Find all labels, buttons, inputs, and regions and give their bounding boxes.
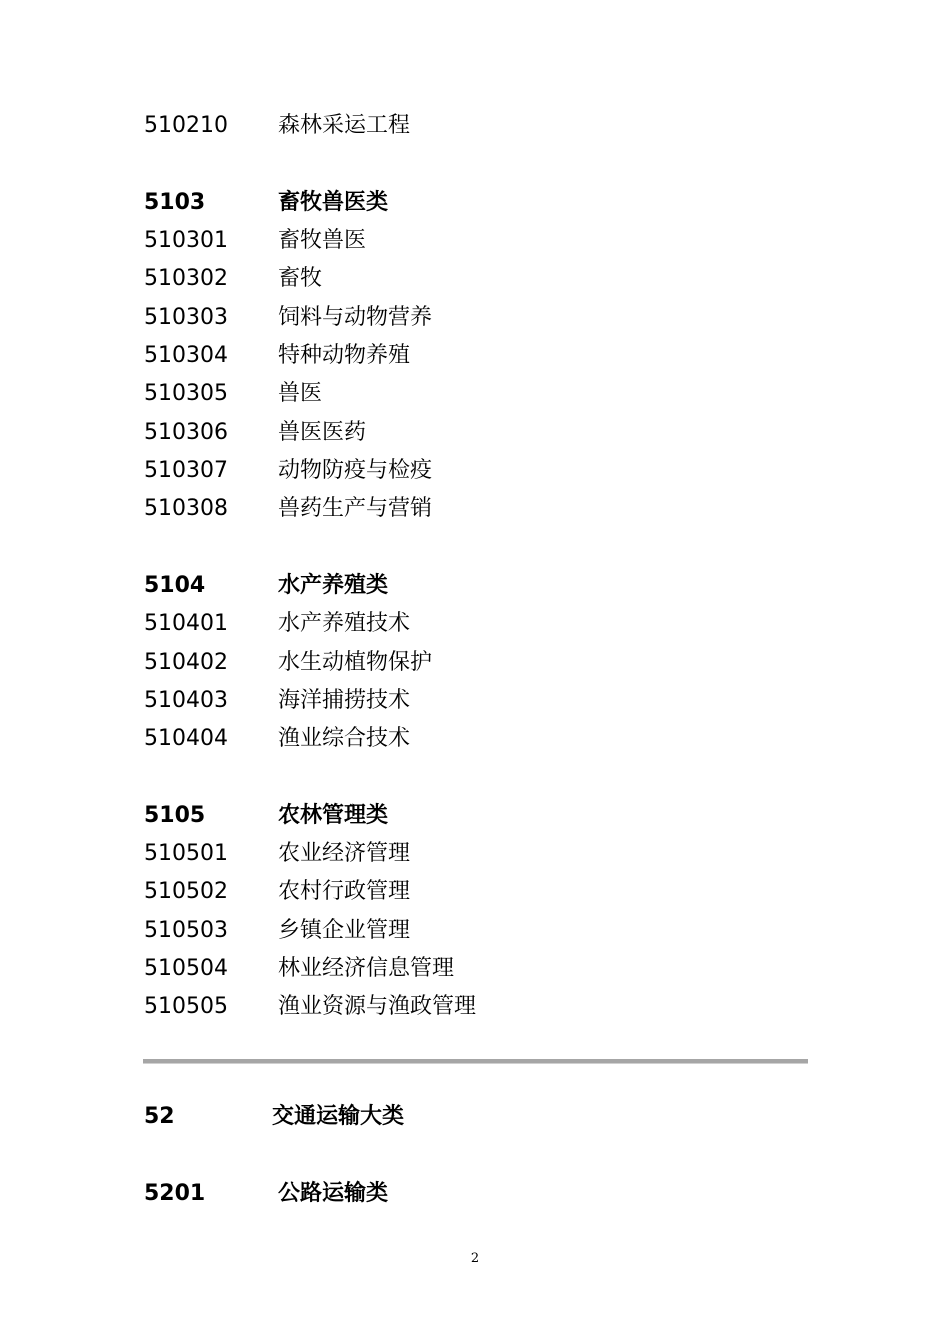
entry-name: 水产养殖技术 — [278, 611, 411, 636]
entry-name: 兽医医药 — [278, 420, 367, 445]
entry-code: 510404 — [144, 726, 228, 751]
category-name: 畜牧兽医类 — [278, 190, 389, 215]
category-code: 5105 — [144, 803, 206, 828]
entry-code: 510504 — [144, 956, 228, 981]
entry-name: 兽医 — [278, 381, 323, 406]
entry-code: 510302 — [144, 266, 228, 291]
entry-code: 510303 — [144, 305, 228, 330]
category-code: 5201 — [144, 1181, 206, 1206]
entry-name: 农业经济管理 — [278, 841, 411, 866]
major-category-code: 52 — [144, 1104, 175, 1129]
entry-name: 畜牧兽医 — [278, 228, 367, 253]
entry-code: 510304 — [144, 343, 228, 368]
category-code: 5103 — [144, 190, 206, 215]
page-number: 2 — [470, 1251, 480, 1266]
entry-code: 510505 — [144, 994, 228, 1019]
entry-name: 海洋捕捞技术 — [278, 688, 411, 713]
entry-name: 渔业综合技术 — [278, 726, 411, 751]
entry-code: 510308 — [144, 496, 228, 521]
section-divider — [143, 1059, 808, 1064]
entry-code: 510401 — [144, 611, 228, 636]
entry-name: 畜牧 — [278, 266, 323, 291]
entry-name: 特种动物养殖 — [278, 343, 411, 368]
entry-code: 510503 — [144, 918, 228, 943]
entry-code: 510502 — [144, 879, 228, 904]
entry-code: 510305 — [144, 381, 228, 406]
category-name: 水产养殖类 — [278, 573, 389, 598]
entry-name: 兽药生产与营销 — [278, 496, 433, 521]
entry-code: 510301 — [144, 228, 228, 253]
entry-code: 510210 — [144, 113, 228, 138]
entry-name: 水生动植物保护 — [278, 650, 433, 675]
entry-name: 乡镇企业管理 — [278, 918, 411, 943]
category-name: 公路运输类 — [278, 1181, 389, 1206]
entry-name: 林业经济信息管理 — [278, 956, 455, 981]
entry-code: 510402 — [144, 650, 228, 675]
entry-code: 510306 — [144, 420, 228, 445]
major-category-name: 交通运输大类 — [272, 1104, 405, 1129]
entry-code: 510501 — [144, 841, 228, 866]
entry-name: 渔业资源与渔政管理 — [278, 994, 477, 1019]
entry-name: 动物防疫与检疫 — [278, 458, 433, 483]
entry-name: 农村行政管理 — [278, 879, 411, 904]
category-code: 5104 — [144, 573, 206, 598]
entry-code: 510403 — [144, 688, 228, 713]
entry-code: 510307 — [144, 458, 228, 483]
entry-name: 饲料与动物营养 — [278, 305, 433, 330]
entry-name: 森林采运工程 — [278, 113, 411, 138]
category-name: 农林管理类 — [278, 803, 389, 828]
